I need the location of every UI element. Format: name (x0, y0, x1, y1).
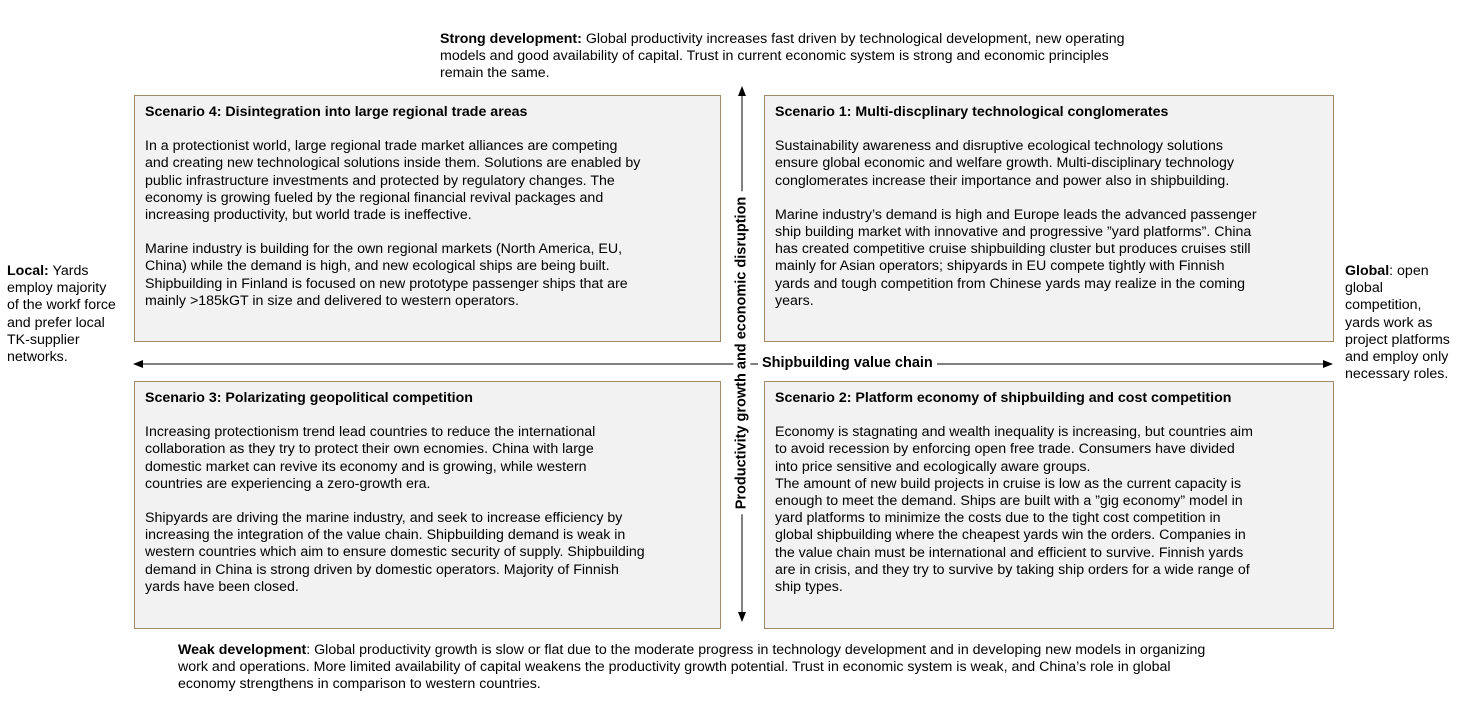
scenario-2-paragraph-1: Economy is stagnating and wealth inequality is increasing, but countries aim to avoid recession by enforcing open free trade. Consumers have divided into price sensitive and ecologically aware groups. The amount of new build projects in cruise is low as the current capacity is enough to meet the demand. Ships are built with a ”gig economy” model in yard platforms to minimize the costs due to the tight cost competition in global shipbuilding where the cheapest yards win the orders. Companies in the value chain must be international and efficient to survive. Finnish yards are in crisis, and they try to survive by taking ship orders for a wide range of ship types. (775, 424, 1253, 596)
global-label: Global (1345, 263, 1390, 279)
scenario-1-title: Scenario 1: Multi-discplinary technological conglomerates (775, 104, 1169, 120)
strong-development-label: Strong development: (440, 31, 582, 47)
vertical-axis-arrow-up (738, 86, 746, 96)
scenario-4-paragraph-2: Marine industry is building for the own regional markets (North America, EU, China) while the demand is high, and new ecological ships are being built. Shipbuilding in Finland is focused on new prototype passenger ships that are mainly >185kGT in size and delivered to western operators. (145, 241, 628, 309)
scenario-2-title: Scenario 2: Platform economy of shipbuilding and cost competition (775, 390, 1232, 406)
weak-development-text: : Global productivity growth is slow or flat due to the moderate progress in technology development and in developing new models in organizing work and operations. More limited availability of capital weakens the productivity growth potential. Trust in economic system is weak, and China’s role in global economy strengthens in comparison to western countries. (178, 642, 1206, 693)
local-label: Local: (7, 263, 49, 279)
scenario-3-title: Scenario 3: Polarizating geopolitical competition (145, 390, 473, 406)
global-text: : open global competition, yards work as project platforms and employ only necessary roles. (1345, 263, 1450, 383)
strong-development-text: Global productivity increases fast driven by technological development, new operating models and good availability of capital. Trust in current economic system is strong and economic principles remain the same. (440, 31, 1125, 82)
scenario-1-paragraph-1: Sustainability awareness and disruptive ecological technology solutions ensure global economic and welfare growth. Multi-disciplinary technology conglomerates increase their importance and power also in shipbuilding. (775, 138, 1234, 189)
scenario-3-paragraph-1: Increasing protectionism trend lead countries to reduce the international collaboration as they try to protect their own ecnomies. China with large domestic market can revive its economy and is growing, while western countries are experiencing a zero-growth era. (145, 424, 596, 492)
horizontal-axis-label: Shipbuilding value chain (758, 355, 937, 372)
scenario-2-box (764, 381, 1334, 629)
scenario-4-paragraph-1: In a protectionist world, large regional trade market alliances are competing and creating new technological solutions inside them. Solutions are enabled by public infrastructure investments and protected by regulatory changes. The economy is growing fueled by the regional financial revival packages and increasing productivity, but world trade is ineffective. (145, 138, 641, 224)
horizontal-axis-arrow-left (133, 360, 143, 368)
scenario-1-box (764, 95, 1334, 342)
scenario-4-box (134, 95, 721, 342)
weak-development-description (178, 642, 1373, 694)
scenario-3-paragraph-2: Shipyards are driving the marine industry, and seek to increase efficiency by increasing the integration of the value chain. Shipbuilding demand is weak in western countries which aim to ensure domestic security of supply. Shipbuilding demand in China is strong driven by domestic operators. Majority of Finnish yards have been closed. (145, 510, 645, 595)
global-description (1345, 263, 1475, 383)
horizontal-axis-arrow-right (1323, 360, 1333, 368)
vertical-axis-arrow-down (738, 612, 746, 622)
vertical-axis-label: Productivity growth and economic disruption (733, 192, 750, 515)
scenario-4-title: Scenario 4: Disintegration into large regional trade areas (145, 104, 528, 120)
scenario-1-paragraph-2: Marine industry’s demand is high and Europe leads the advanced passenger ship building market with innovative and progressive ”yard platforms”. China has created competitive cruise shipbuilding cluster but produces cruises still mainly for Asian operators; shipyards in EU compete tightly with Finnish yards and tough competition from Chinese yards may realize in the coming years. (775, 206, 1257, 309)
local-description (7, 263, 132, 366)
strong-development-description (440, 31, 1240, 83)
scenario-3-box (134, 381, 721, 629)
local-text: Yards employ majority of the workf force and prefer local TK-supplier networks. (7, 263, 116, 366)
weak-development-label: Weak development (178, 642, 307, 658)
